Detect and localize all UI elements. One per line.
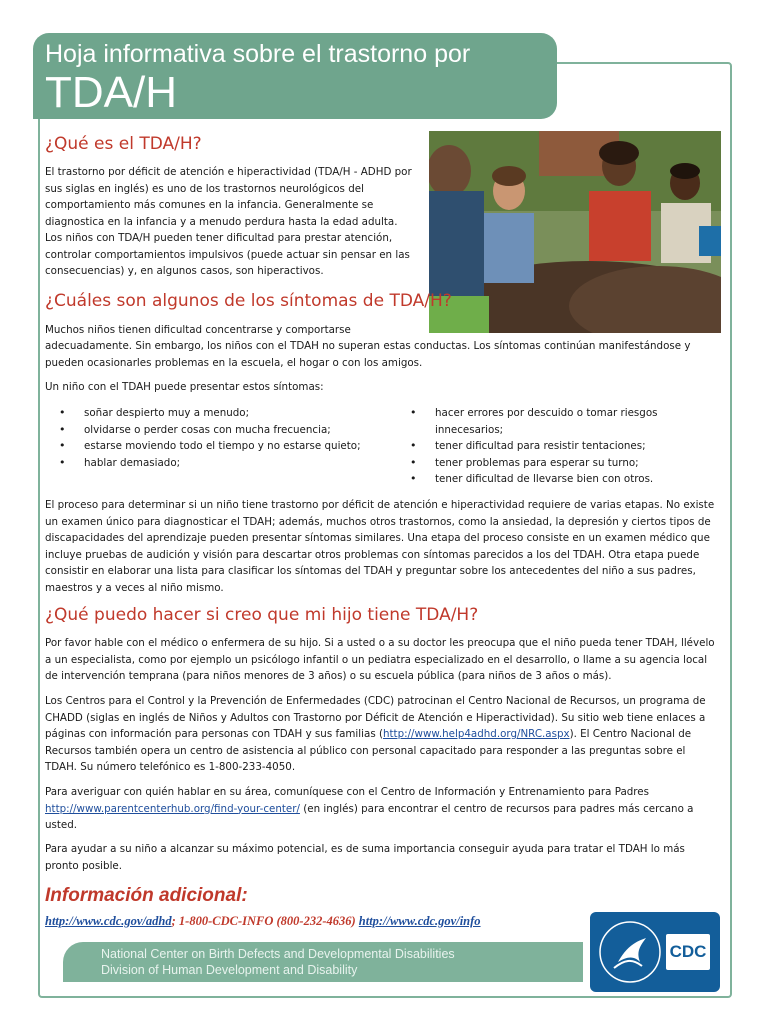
list-item: • hacer errores por descuido o tomar riesgos innecesarios; — [410, 405, 705, 438]
help-paragraph-3 — [45, 784, 720, 834]
cdc-adhd-link[interactable]: http://www.cdc.gov/adhd — [45, 914, 172, 928]
help4adhd-link[interactable]: http://www.help4adhd.org/NRC.aspx — [382, 728, 570, 740]
link-separator: ; — [171, 914, 179, 928]
cdc-logo — [590, 912, 720, 992]
title-banner — [33, 33, 557, 119]
help-paragraph-2 — [45, 693, 720, 776]
symptoms-intro-first-line: Muchos niños tienen dificultad concentrarse y comportarse — [45, 324, 351, 336]
help-p3-text-a: Para averiguar con quién hablar en su área, comuníquese con el Centro de Información y Entrenamiento para Padres — [45, 786, 650, 798]
additional-info-heading: Información adicional: — [45, 885, 248, 906]
list-item: • tener problemas para esperar su turno; — [410, 455, 705, 472]
symptoms-intro-rest: adecuadamente. Sin embargo, los niños con el TDAH no superan estas conductas. Los síntomas continúan manifestándose y pueden ocasionarles problemas en la escuela, el hogar o con los amigos. — [45, 340, 691, 369]
help-paragraph-4: Para ayudar a su niño a alcanzar su máximo potencial, es de suma importancia conseguir ayuda para tratar el TDAH lo más pronto posible. — [45, 843, 685, 872]
cdc-info-link[interactable]: http://www.cdc.gov/info — [358, 914, 481, 928]
footer-division-name: Division of Human Development and Disability — [101, 963, 358, 977]
children-playing-photo — [429, 131, 721, 333]
footer-center-name: National Center on Birth Defects and Developmental Disabilities — [101, 947, 455, 961]
symptoms-list-right — [410, 405, 705, 488]
list-item: • olvidarse o perder cosas con mucha frecuencia; — [59, 422, 399, 439]
heading-what: ¿Qué es el TDA/H? — [45, 134, 202, 154]
list-item: • soñar despierto muy a menudo; — [59, 405, 399, 422]
cdc-phone-number: 1-800-CDC-INFO (800-232-4636) — [178, 914, 356, 928]
help-paragraph-1: Por favor hable con el médico o enfermera de su hijo. Si a usted o a su doctor les preocupa que el niño pueda tener TDAH, llévelo a un especialista, como por ejemplo un psicólogo infantil o un pediatra especializado en el desarrollo, o llame a su agencia local de intervención temprana (para niños menores de 3 años) o su escuela pública (para niños de 3 años o más). — [45, 637, 715, 682]
symptoms-intro-2: Un niño con el TDAH puede presentar estos síntomas: — [45, 381, 324, 393]
help-p2-text-a: Los Centros para el Control y la Prevención de Enfermedades (CDC) patrocinan el Centro Nacional de Recursos, un programa de CHADD (siglas en inglés de Niños y Adultos con Trastorno por Déficit de Atención e Hiperactividad). Su sitio web tiene enlaces a páginas con información para personas con TDAH y sus familias ( — [45, 695, 706, 740]
additional-info-links — [45, 912, 481, 930]
help-p2-text-b: ). El Centro Nacional de Recursos también opera un centro de asistencia al público con personal capacitado para responder a las preguntas sobre el TDAH. Su número telefónico es 1-800-233-4050. — [45, 728, 692, 773]
parentcenterhub-link[interactable]: http://www.parentcenterhub.org/find-your-center/ — [45, 802, 300, 815]
cdc-logo-text: CDC — [669, 942, 707, 961]
heading-help: ¿Qué puedo hacer si creo que mi hijo tiene TDA/H? — [45, 605, 479, 625]
symptoms-list-left — [59, 405, 399, 471]
list-item: • estarse moviendo todo el tiempo y no estarse quieto; — [59, 438, 399, 455]
heading-symptoms: ¿Cuáles son algunos de los síntomas de TDA/H? — [45, 291, 452, 311]
list-item: • tener dificultad para resistir tentaciones; — [410, 438, 705, 455]
what-body: El trastorno por déficit de atención e hiperactividad (TDA/H - ADHD por sus siglas en inglés) es uno de los trastornos neurológicos del comportamiento más comunes en la infancia. Generalmente se diagnostica en la infancia y a menudo perdura hasta la edad adulta. Los niños con TDA/H pueden tener dificultad para prestar atención, controlar comportamientos impulsivos (puede actuar sin pensar en las consecuencias) y, en algunos casos, son hiperactivos. — [45, 166, 412, 277]
footer-banner — [63, 942, 583, 982]
list-item: • hablar demasiado; — [59, 455, 399, 472]
title-line-2: TDA/H — [45, 68, 177, 117]
list-item: • tener dificultad de llevarse bien con otros. — [410, 471, 705, 488]
title-line-1: Hoja informativa sobre el trastorno por — [45, 40, 471, 68]
process-paragraph: El proceso para determinar si un niño tiene trastorno por déficit de atención e hiperactividad requiere de varias etapas. No existe un examen único para diagnosticar el TDAH; además, muchos otros trastornos, como la ansiedad, la depresión y ciertos tipos de discapacidades del aprendizaje pueden presentar síntomas similares. Una etapa del proceso consiste en un examen médico que incluye pruebas de audición y visión para descartar otros problemas con síntomas parecidos a los del TDAH. Otra etapa puede consistir en elaborar una lista para clasificar los síntomas del TDAH y preguntar sobre los antecedentes del niño a sus padres, maestros y a veces al niño mismo. — [45, 499, 715, 594]
help-p3-text-b: (en inglés) para encontrar el centro de recursos para padres más cercano a usted. — [45, 802, 694, 831]
